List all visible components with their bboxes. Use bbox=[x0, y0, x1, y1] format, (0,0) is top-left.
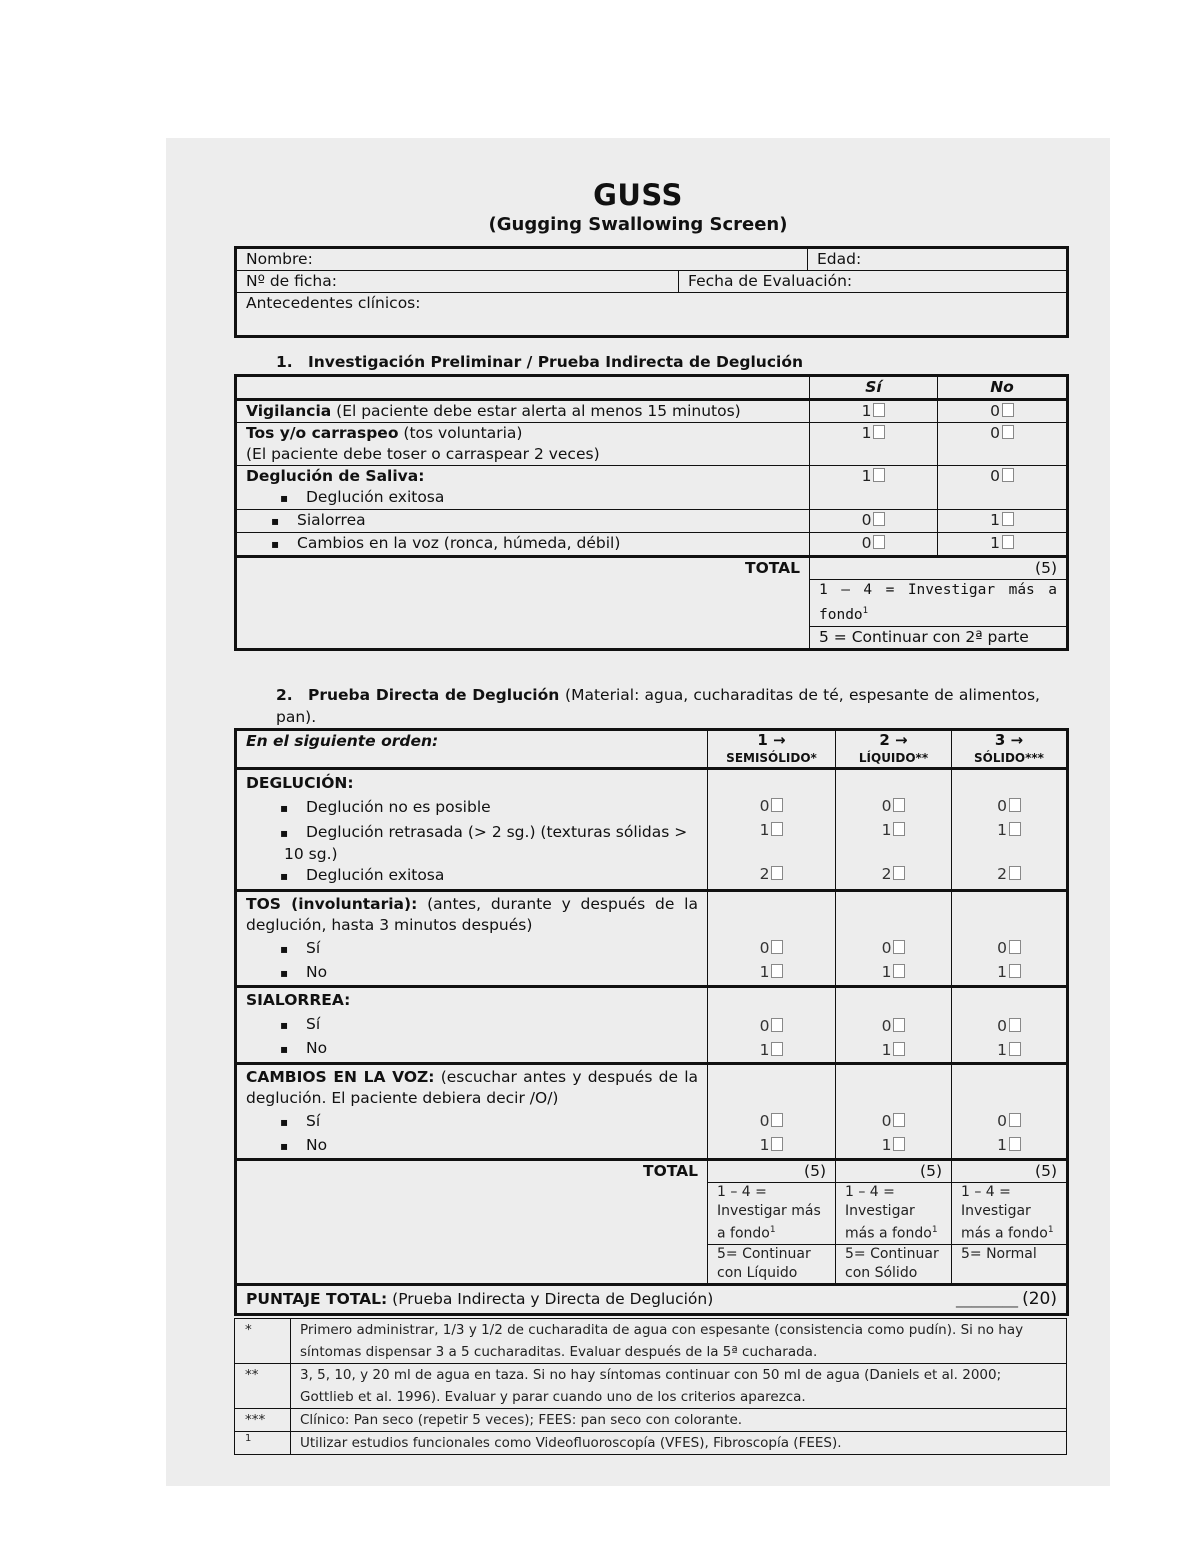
cough-item-no: ▪ No bbox=[246, 962, 698, 984]
form-title: GUSS bbox=[593, 178, 683, 212]
semisolid-scale-investigate bbox=[708, 1183, 836, 1245]
score-option: 0 bbox=[845, 936, 942, 960]
clinical-history-field[interactable]: Antecedentes clínicos: bbox=[236, 293, 1068, 337]
score-value: 0 bbox=[990, 424, 1000, 442]
col-semisolid-header bbox=[708, 730, 836, 769]
drooling-item-yes: ▪ Sí bbox=[246, 1014, 698, 1036]
footnote-semisolid: Primero administrar, 1/3 y 1/2 de cucharadita de agua con espesante (consistencia como pudín). Si no hay síntomas dispensar 3 a 5 cucharaditas. Evaluar después de la 5ª cucharada. bbox=[291, 1319, 1067, 1364]
score-option: 2 bbox=[961, 862, 1057, 886]
step-number: 2 → bbox=[879, 731, 908, 749]
drooling-semisolid-scores[interactable] bbox=[708, 987, 836, 1064]
swallow-item-delayed: ▪ Deglución retrasada (> 2 sg.) (texturas sólidas > 10 sg.) bbox=[246, 822, 698, 865]
voice-solid-scores[interactable] bbox=[952, 1064, 1068, 1160]
score-option: 1 bbox=[961, 818, 1057, 842]
liquid-scale-continue: 5= Continuar con Sólido bbox=[836, 1244, 952, 1284]
cough-solid-scores[interactable] bbox=[952, 891, 1068, 987]
voice-no-checkbox[interactable] bbox=[938, 533, 1068, 557]
score-option: 1 bbox=[717, 1038, 826, 1062]
voice-semisolid-scores[interactable] bbox=[708, 1064, 836, 1160]
footnote-mark: 1 bbox=[235, 1432, 291, 1455]
criterion-desc: (El paciente debe estar alerta al menos 15 minutos) bbox=[331, 402, 741, 420]
footnote-ref: 1 bbox=[862, 606, 869, 616]
score-value: 0 bbox=[861, 511, 872, 529]
voice-criterion bbox=[236, 1064, 708, 1160]
saliva-item-drooling: ▪ Sialorrea bbox=[236, 510, 810, 533]
score-option: 1 bbox=[717, 1133, 826, 1157]
footnote-ref: 1 bbox=[931, 1225, 938, 1235]
header-blank bbox=[236, 376, 810, 400]
col-solid-header bbox=[952, 730, 1068, 769]
saliva-no-checkbox[interactable] bbox=[938, 466, 1068, 510]
criterion-desc-2: (El paciente debe toser o carraspear 2 veces) bbox=[246, 445, 600, 463]
grand-total-max: (20) bbox=[1022, 1288, 1057, 1309]
voice-item-yes: ▪ Sí bbox=[246, 1111, 698, 1133]
criterion-heading: CAMBIOS EN LA VOZ: bbox=[246, 1068, 435, 1086]
score-value: 0 bbox=[861, 534, 872, 552]
drooling-liquid-scores[interactable] bbox=[836, 987, 952, 1064]
score-option: 1 bbox=[961, 960, 1057, 984]
footnote-ref: 1 bbox=[769, 1225, 776, 1235]
saliva-criterion bbox=[236, 466, 810, 510]
score-option: 1 bbox=[961, 1038, 1057, 1062]
swallow-liquid-scores[interactable] bbox=[836, 769, 952, 891]
cough-semisolid-scores[interactable] bbox=[708, 891, 836, 987]
grand-total-desc: (Prueba Indirecta y Directa de Deglución) bbox=[387, 1289, 714, 1308]
solid-scale-investigate bbox=[952, 1183, 1068, 1245]
voice-item-no: ▪ No bbox=[246, 1135, 698, 1157]
footnote-studies: Utilizar estudios funcionales como Videofluoroscopía (VFES), Fibroscopía (FEES). bbox=[291, 1432, 1067, 1455]
score-option: 0 bbox=[845, 1014, 942, 1038]
score-option: 2 bbox=[717, 862, 826, 886]
criterion-heading: TOS (involuntaria): bbox=[246, 895, 418, 913]
col-yes-header: Sí bbox=[810, 376, 938, 400]
drooling-no-checkbox[interactable] bbox=[938, 510, 1068, 533]
section2-heading bbox=[276, 684, 1040, 728]
criterion-heading: DEGLUCIÓN: bbox=[246, 774, 354, 792]
score-option: 0 bbox=[961, 1109, 1057, 1133]
section2-number: 2. bbox=[276, 686, 293, 704]
criterion-desc: (tos voluntaria) bbox=[398, 424, 523, 442]
grand-total-label: PUNTAJE TOTAL: bbox=[246, 1289, 388, 1308]
indirect-test-table bbox=[234, 374, 1069, 651]
saliva-item-success: ▪ Deglución exitosa bbox=[246, 487, 800, 509]
section1-heading bbox=[276, 353, 803, 371]
vigilance-criterion bbox=[236, 400, 810, 423]
score-option: 1 bbox=[845, 818, 942, 842]
order-label: En el siguiente orden: bbox=[236, 730, 708, 769]
section1-total-label: TOTAL bbox=[236, 557, 810, 650]
section2-material: (Material: agua, cucharaditas de té, espesante de alimentos, pan). bbox=[276, 686, 1040, 726]
score-option: 0 bbox=[717, 936, 826, 960]
footnote-liquid: 3, 5, 10, y 20 ml de agua en taza. Si no hay síntomas continuar con 50 ml de agua (Daniels et al. 2000; Gottlieb et al. 1996). Evaluar y parar cuando uno de los criterios aparezca. bbox=[291, 1364, 1067, 1409]
swallow-criterion bbox=[236, 769, 708, 891]
texture-name: SÓLIDO*** bbox=[974, 751, 1044, 765]
evaluation-date-field[interactable]: Fecha de Evaluación: bbox=[679, 271, 1068, 293]
swallow-item-success: ▪ Deglución exitosa bbox=[246, 865, 698, 887]
voice-liquid-scores[interactable] bbox=[836, 1064, 952, 1160]
score-value: 0 bbox=[990, 402, 1000, 420]
score-option: 1 bbox=[845, 1038, 942, 1062]
texture-name: SEMISÓLIDO* bbox=[726, 751, 817, 765]
footnotes-table bbox=[234, 1318, 1067, 1455]
grand-total-row bbox=[236, 1284, 1068, 1314]
step-number: 1 → bbox=[757, 731, 786, 749]
score-value: 1 bbox=[861, 402, 872, 420]
swallow-semisolid-scores[interactable] bbox=[708, 769, 836, 891]
criterion-name: Vigilancia bbox=[246, 402, 332, 420]
liquid-total[interactable]: (5) bbox=[836, 1160, 952, 1183]
score-option: 2 bbox=[845, 862, 942, 886]
cough-yes-checkbox[interactable] bbox=[810, 423, 938, 466]
col-liquid-header bbox=[836, 730, 952, 769]
vigilance-no-checkbox[interactable] bbox=[938, 400, 1068, 423]
vigilance-yes-checkbox[interactable] bbox=[810, 400, 938, 423]
footnote-mark: *** bbox=[235, 1409, 291, 1432]
semisolid-total[interactable]: (5) bbox=[708, 1160, 836, 1183]
section1-number: 1. bbox=[276, 353, 293, 371]
score-option: 1 bbox=[717, 818, 826, 842]
form-subtitle: (Gugging Swallowing Screen) bbox=[488, 214, 788, 235]
drooling-solid-scores[interactable] bbox=[952, 987, 1068, 1064]
score-option: 0 bbox=[961, 936, 1057, 960]
score-option: 0 bbox=[845, 794, 942, 818]
col-no-header: No bbox=[938, 376, 1068, 400]
score-value: 1 bbox=[861, 424, 872, 442]
score-option: 0 bbox=[845, 1109, 942, 1133]
score-option: 0 bbox=[717, 794, 826, 818]
score-option: 1 bbox=[717, 960, 826, 984]
cough-liquid-scores[interactable] bbox=[836, 891, 952, 987]
section2-total-label: TOTAL bbox=[236, 1160, 708, 1285]
semisolid-scale-continue: 5= Continuar con Líquido bbox=[708, 1244, 836, 1284]
cough-criterion bbox=[236, 423, 810, 466]
scale-text: 1 – 4 = Investigar más a fondo bbox=[961, 1184, 1048, 1242]
score-option: 0 bbox=[961, 1014, 1057, 1038]
criterion-heading: SIALORREA: bbox=[246, 991, 351, 1009]
section1-total-value[interactable]: (5) bbox=[810, 557, 1068, 580]
criterion-name: Tos y/o carraspeo bbox=[246, 424, 399, 442]
score-option: 0 bbox=[961, 794, 1057, 818]
swallow-item-impossible: ▪ Deglución no es posible bbox=[246, 797, 698, 819]
scale-text: 1 – 4 = Investigar más a fondo bbox=[845, 1184, 932, 1242]
footnote-solid: Clínico: Pan seco (repetir 5 veces); FEES: pan seco con colorante. bbox=[291, 1409, 1067, 1432]
saliva-yes-checkbox[interactable] bbox=[810, 466, 938, 510]
age-field[interactable]: Edad: bbox=[808, 248, 1068, 271]
section1-title: Investigación Preliminar / Prueba Indirecta de Deglución bbox=[308, 353, 804, 371]
footnote-mark: * bbox=[235, 1319, 291, 1364]
cough-item-yes: ▪ Sí bbox=[246, 938, 698, 960]
score-option: 1 bbox=[845, 960, 942, 984]
cough-no-checkbox[interactable] bbox=[938, 423, 1068, 466]
swallow-solid-scores[interactable] bbox=[952, 769, 1068, 891]
score-value: 0 bbox=[990, 467, 1000, 485]
criterion-name: Deglución de Saliva: bbox=[246, 467, 425, 485]
criterion-desc: (antes, durante y después de la deglución, hasta 3 minutos después) bbox=[246, 895, 698, 934]
section1-scale-investigate bbox=[810, 580, 1068, 627]
saliva-item-voice: ▪ Cambios en la voz (ronca, húmeda, débil) bbox=[236, 533, 810, 557]
cough-criterion bbox=[236, 891, 708, 987]
scale-text: 1 – 4 = Investigar más a fondo bbox=[819, 582, 1057, 623]
criterion-desc: (escuchar antes y después de la deglución. El paciente debiera decir /O/) bbox=[246, 1068, 698, 1107]
score-option: 1 bbox=[845, 1133, 942, 1157]
score-option: 0 bbox=[717, 1014, 826, 1038]
solid-total[interactable]: (5) bbox=[952, 1160, 1068, 1183]
name-field[interactable]: Nombre: bbox=[236, 248, 808, 271]
footnote-mark: ** bbox=[235, 1364, 291, 1409]
texture-name: LÍQUIDO** bbox=[858, 751, 929, 765]
grand-total-blank[interactable]: ________ bbox=[956, 1289, 1018, 1308]
step-number: 3 → bbox=[994, 731, 1024, 749]
liquid-scale-investigate bbox=[836, 1183, 952, 1245]
solid-scale-continue: 5= Normal bbox=[952, 1244, 1068, 1284]
form-sheet bbox=[166, 138, 1110, 1486]
direct-test-table bbox=[234, 728, 1069, 1316]
drooling-criterion bbox=[236, 987, 708, 1064]
file-number-field[interactable]: Nº de ficha: bbox=[236, 271, 679, 293]
footnote-ref: 1 bbox=[1047, 1225, 1054, 1235]
drooling-item-no: ▪ No bbox=[246, 1038, 698, 1060]
section1-scale-continue: 5 = Continuar con 2ª parte bbox=[810, 626, 1068, 649]
patient-info-table bbox=[234, 246, 1069, 338]
score-value: 1 bbox=[861, 467, 872, 485]
score-value: 1 bbox=[990, 534, 1000, 552]
scale-text: 1 – 4 = Investigar más a fondo bbox=[717, 1184, 821, 1242]
voice-yes-checkbox[interactable] bbox=[810, 533, 938, 557]
section2-title: Prueba Directa de Deglución bbox=[308, 686, 560, 704]
score-option: 0 bbox=[717, 1109, 826, 1133]
drooling-yes-checkbox[interactable] bbox=[810, 510, 938, 533]
score-value: 1 bbox=[990, 511, 1000, 529]
score-option: 1 bbox=[961, 1133, 1057, 1157]
